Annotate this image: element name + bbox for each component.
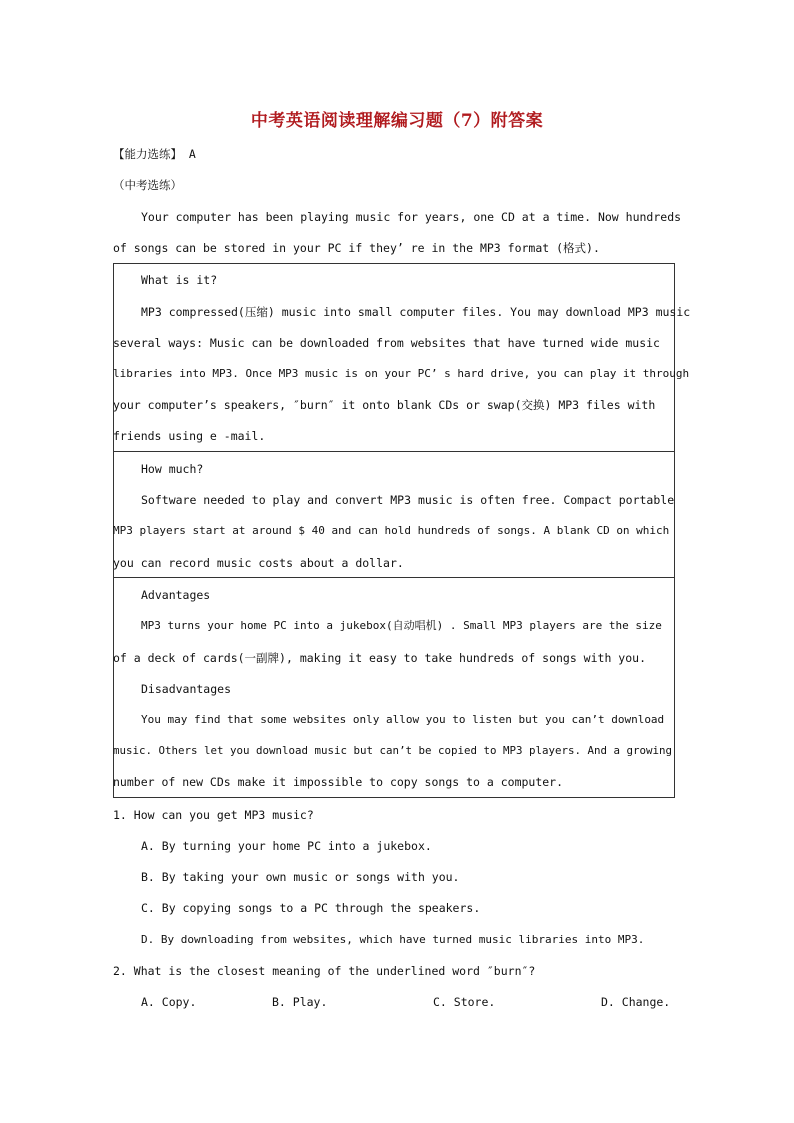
disadvantages-heading: Disadvantages (141, 682, 232, 696)
intro-line-2: of songs can be stored in your PC if they’ re in the MP3 format (格式). (113, 241, 600, 255)
what-line-1: MP3 compressed(压缩) music into small computer files. You may download MP3 music (141, 305, 691, 319)
intro-line-1: Your computer has been playing music for years, one CD at a time. Now hundreds (141, 210, 682, 224)
how-line-3: you can record music costs about a dollar. (113, 556, 404, 570)
q1-option-b: B. By taking your own music or songs with you. (141, 870, 460, 884)
how-line-2: MP3 players start at around $ 40 and can hold hundreds of songs. A blank CD on which (113, 524, 670, 537)
q1-option-d: D. By downloading from websites, which have turned music libraries into MP3. (141, 933, 645, 946)
advantages-line-2: of a deck of cards(一副牌), making it easy to take hundreds of songs with you. (113, 651, 646, 665)
disadvantages-line-2: music. Others let you download music but can’t be copied to MP3 players. And a growing (113, 744, 673, 757)
section-label: 【能力选练】 A (113, 147, 196, 161)
source-label: （中考选练） (113, 178, 182, 192)
what-line-5: friends using e -mail. (113, 429, 266, 443)
what-line-2: several ways: Music can be downloaded from websites that have turned wide music (113, 336, 660, 350)
box-divider-1 (113, 451, 675, 452)
what-heading: What is it? (141, 273, 218, 287)
page-title: 中考英语阅读理解编习题（7）附答案 (250, 111, 544, 131)
q1-option-c: C. By copying songs to a PC through the speakers. (141, 901, 481, 915)
q2-option-d: D. Change. (601, 995, 671, 1009)
how-line-1: Software needed to play and convert MP3 music is often free. Compact portable (141, 493, 675, 507)
box-divider-2 (113, 577, 675, 578)
advantages-line-1: MP3 turns your home PC into a jukebox(自动唱机) . Small MP3 players are the size (141, 619, 662, 632)
how-heading: How much? (141, 462, 204, 476)
question-1: 1. How can you get MP3 music? (113, 808, 314, 822)
q1-option-a: A. By turning your home PC into a jukebox. (141, 839, 432, 853)
q2-option-b: B. Play. (272, 995, 328, 1009)
q2-option-a: A. Copy. (141, 995, 197, 1009)
q2-option-c: C. Store. (433, 995, 496, 1009)
question-2: 2. What is the closest meaning of the underlined word ″burn″? (113, 964, 536, 978)
advantages-heading: Advantages (141, 588, 211, 602)
disadvantages-line-1: You may find that some websites only allow you to listen but you can’t download (141, 713, 665, 726)
what-line-4: your computer’s speakers, ″burn″ it onto blank CDs or swap(交换) MP3 files with (113, 398, 656, 412)
what-line-3: libraries into MP3. Once MP3 music is on your PC’ s hard drive, you can play it through (113, 367, 690, 380)
disadvantages-line-3: number of new CDs make it impossible to copy songs to a computer. (113, 775, 564, 789)
